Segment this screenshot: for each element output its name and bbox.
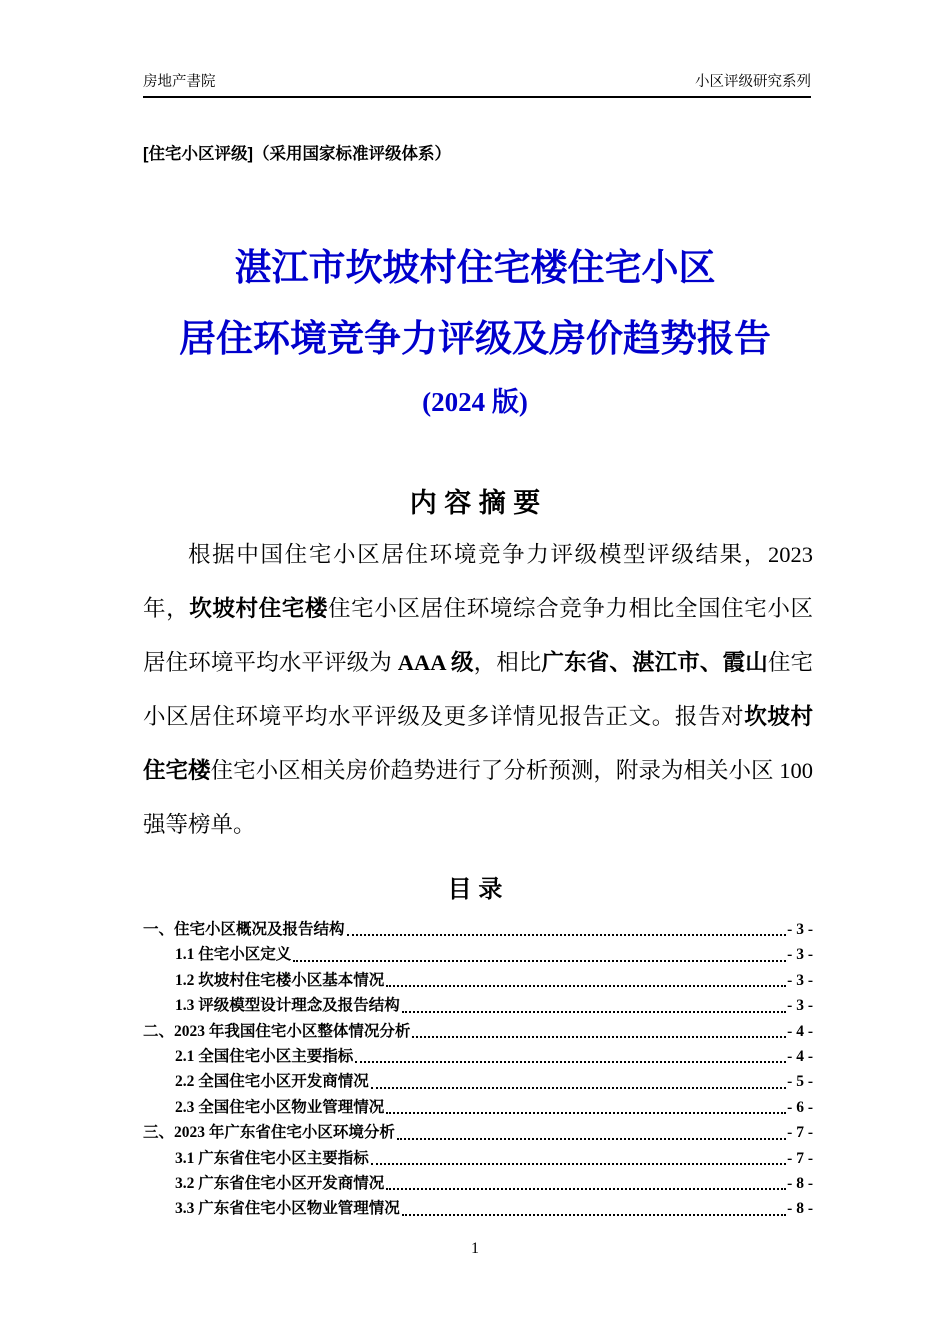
- toc-heading: 目 录: [447, 876, 503, 903]
- dot-leader: [355, 1061, 786, 1063]
- toc-entry-3-3[interactable]: [143, 1196, 813, 1221]
- dot-leader: [293, 960, 786, 962]
- summary-segment: 住宅小区相关房价趋势进行了分析预测，附录为相关小区 100 强等榜单。: [143, 758, 813, 837]
- report-title-line2: 居住环境竞争力评级及房价趋势报告: [179, 319, 771, 360]
- toc-entry-3-1[interactable]: [143, 1146, 813, 1171]
- footer-page-number: 1: [471, 1240, 479, 1257]
- dot-leader: [402, 1011, 786, 1013]
- toc-entry-page: - 4 -: [787, 1047, 813, 1065]
- toc-entry-label: 1.3 评级模型设计理念及报告结构: [175, 997, 400, 1015]
- dot-leader: [412, 1036, 786, 1038]
- toc-entry-label: 3.1 广东省住宅小区主要指标: [175, 1149, 369, 1167]
- toc-entry-chapter3[interactable]: [143, 1120, 813, 1145]
- dot-leader: [371, 1087, 786, 1089]
- summary-heading: 内 容 摘 要: [409, 488, 541, 518]
- toc-entry-page: - 3 -: [787, 921, 813, 938]
- report-title-block: [0, 250, 950, 416]
- toc-entry-1-3[interactable]: [143, 993, 813, 1018]
- toc-entry-label: 一、住宅小区概况及报告结构: [143, 921, 345, 938]
- toc-entry-1-1[interactable]: [143, 942, 813, 967]
- summary-segment: 根据中国住宅小区居住环境竞争力评级模型评级结果，2023 年，: [143, 542, 813, 621]
- dot-leader: [347, 934, 787, 936]
- toc-entry-chapter1[interactable]: [143, 917, 813, 942]
- toc-entry-page: - 7 -: [787, 1149, 813, 1167]
- toc-entry-page: - 5 -: [787, 1073, 813, 1091]
- summary-segment-bold: 坎坡村住宅楼: [189, 596, 328, 621]
- toc-entry-label: 3.2 广东省住宅小区开发商情况: [175, 1174, 385, 1192]
- toc-entry-label: 1.1 住宅小区定义: [175, 946, 292, 964]
- dot-leader: [397, 1138, 786, 1140]
- toc-entry-2-3[interactable]: [143, 1095, 813, 1120]
- summary-segment: ，相比: [473, 650, 542, 675]
- summary-segment-bold: AAA 级: [397, 650, 474, 675]
- report-title-line1: 湛江市坎坡村住宅楼住宅小区: [234, 248, 716, 289]
- header-series: 小区评级研究系列: [695, 74, 811, 90]
- dot-leader: [386, 985, 786, 987]
- dot-leader: [386, 1112, 786, 1114]
- summary-segment: 住宅小区居住环境平均水平评级及更多详情见报告正文。报告对: [143, 650, 813, 729]
- toc-entry-label: 1.2 坎坡村住宅楼小区基本情况: [175, 971, 385, 989]
- toc-entry-label: 二、2023 年我国住宅小区整体情况分析: [143, 1022, 411, 1040]
- toc-entry-page: - 4 -: [787, 1022, 813, 1040]
- dot-leader: [371, 1163, 786, 1165]
- toc-entry-label: 2.1 全国住宅小区主要指标: [175, 1047, 354, 1065]
- toc-entry-page: - 8 -: [787, 1174, 813, 1192]
- toc-entry-page: - 8 -: [787, 1200, 813, 1218]
- toc-entry-label: 2.3 全国住宅小区物业管理情况: [175, 1098, 385, 1116]
- dot-leader: [402, 1214, 786, 1216]
- header-brand: 房地产書院: [143, 74, 216, 90]
- summary-segment-bold: 坎坡村住宅楼: [143, 704, 813, 783]
- toc-entry-1-2[interactable]: [143, 968, 813, 993]
- toc-entry-chapter2[interactable]: [143, 1019, 813, 1044]
- toc-entry-page: - 3 -: [787, 971, 813, 989]
- report-edition: (2024 版): [422, 387, 528, 417]
- dot-leader: [386, 1188, 786, 1190]
- table-of-contents: [143, 917, 813, 1222]
- toc-entry-label: 2.2 全国住宅小区开发商情况: [175, 1073, 369, 1091]
- page-header: [143, 70, 811, 98]
- summary-paragraph: [143, 528, 813, 852]
- toc-entry-page: - 3 -: [787, 997, 813, 1015]
- toc-entry-label: 三、2023 年广东省住宅小区环境分析: [143, 1124, 395, 1142]
- summary-segment: 住宅小区居住环境综合竞争力相比全国住宅小区居住环境平均水平评级为: [143, 596, 813, 675]
- toc-entry-page: - 7 -: [787, 1124, 813, 1142]
- toc-entry-2-1[interactable]: [143, 1044, 813, 1069]
- toc-entry-page: - 3 -: [787, 946, 813, 964]
- toc-entry-2-2[interactable]: [143, 1069, 813, 1094]
- rating-system-tagline: [住宅小区评级]（采用国家标准评级体系）: [143, 145, 451, 163]
- summary-segment-bold: 广东省、湛江市、霞山: [541, 650, 768, 675]
- toc-entry-label: 3.3 广东省住宅小区物业管理情况: [175, 1200, 400, 1218]
- toc-entry-page: - 6 -: [787, 1098, 813, 1116]
- toc-entry-3-2[interactable]: [143, 1171, 813, 1196]
